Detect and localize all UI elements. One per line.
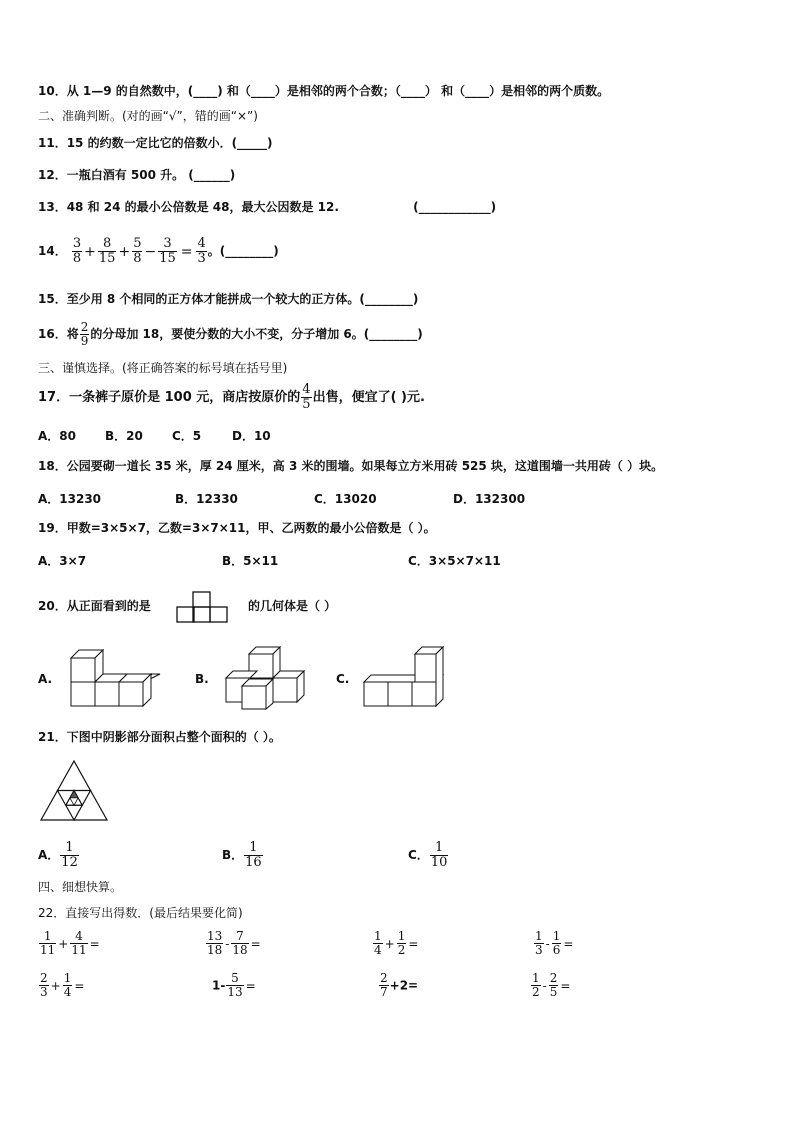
- calc-item: 1- $\frac{5}{13}$ =: [212, 971, 256, 999]
- section-2-heading: 二、准确判断。(对的画“√”，错的画“×”): [38, 109, 258, 123]
- option-c: C． $\frac{1}{10}$: [408, 840, 448, 870]
- section-4-heading: 四、细想快算。: [38, 880, 123, 894]
- fraction: $\frac{8}{15}$: [98, 236, 116, 266]
- question-16-post: 的分母加 18，要使分数的大小不变，分子增加 6。(________): [90, 327, 423, 341]
- fraction: $\frac{3}{15}$: [159, 236, 176, 266]
- fraction: $\frac{1}{10}$: [430, 840, 448, 870]
- question-19: 19．甲数=3×5×7，乙数=3×7×11，甲、乙两数的最小公倍数是（ ）。: [38, 521, 436, 535]
- cube-figure-c: [363, 646, 445, 708]
- question-13: [38, 199, 496, 215]
- question-15: 15．至少用 8 个相同的正方体才能拼成一个较大的正方体。(________): [38, 292, 419, 306]
- fraction: $\frac{1}{16}$: [245, 840, 262, 870]
- question-20-post: 的几何体是（ ）: [248, 599, 337, 613]
- option-b: B．5×11: [222, 554, 279, 568]
- question-20-pre: 20．从正面看到的是: [38, 599, 151, 613]
- question-16: [38, 318, 423, 350]
- question-13-text: 13．48 和 24 的最小公倍数是 48，最大公因数是 12.: [38, 200, 339, 214]
- question-13-blank: (____________): [413, 200, 497, 214]
- cube-figure-a: [70, 648, 162, 708]
- calc-item: $\frac{2}{7}$ +2=: [380, 971, 419, 999]
- option-b: B．20: [105, 429, 143, 443]
- option-d: D．132300: [453, 492, 526, 506]
- question-17-pre: 17．一条裤子原价是 100 元，商店按原价的: [38, 390, 301, 405]
- option-a: A． $\frac{1}{12}$: [38, 840, 78, 870]
- option-c: C．3×5×7×11: [408, 554, 501, 568]
- option-b: B．12330: [175, 492, 238, 506]
- section-3-heading: 三、谨慎选择。(将正确答案的标号填在括号里): [38, 361, 288, 375]
- question-16-pre: 16．将: [38, 327, 79, 341]
- question-14-blank: 。(________): [207, 244, 279, 258]
- option-b: B.: [195, 672, 209, 686]
- question-12: 12．一瓶白酒有 500 升。 (______): [38, 168, 236, 182]
- shaded-triangle: [70, 791, 78, 798]
- option-a: A.: [38, 672, 53, 686]
- cube-figure-b: [225, 646, 305, 710]
- fraction: $\frac{5}{8}$: [133, 236, 142, 266]
- question-17-post: 出售，便宜了( )元.: [312, 390, 425, 405]
- fraction: $\frac{1}{12}$: [61, 840, 78, 870]
- question-21: 21．下图中阴影部分面积占整个面积的（ ）。: [38, 730, 281, 744]
- option-a: A．80: [38, 429, 76, 443]
- triangle-figure: [40, 760, 108, 822]
- fraction: $\frac{2}{9}$: [80, 320, 89, 348]
- option-b: B． $\frac{1}{16}$: [222, 840, 262, 870]
- option-d: D．10: [232, 429, 271, 443]
- question-17: [38, 380, 425, 416]
- question-18: 18．公园要砌一道长 35 米，厚 24 厘米，高 3 米的围墙。如果每立方米用砖 525 块，这道围墙一共用砖（ ）块。: [38, 459, 664, 473]
- option-c: C．13020: [314, 492, 377, 506]
- calc-item: $\frac{13}{18}$ - $\frac{7}{18}$ =: [207, 929, 261, 957]
- option-c: C.: [336, 672, 350, 686]
- front-view-figure: [176, 591, 228, 623]
- question-10: 10．从 1—9 的自然数中，(____) 和（____）是相邻的两个合数；（____） 和（____）是相邻的两个质数。: [38, 84, 610, 98]
- fraction: $\frac{4}{3}$: [197, 236, 206, 266]
- question-11: 11．15 的约数一定比它的倍数小．(_____): [38, 136, 273, 150]
- question-14-number: 14．: [38, 244, 67, 258]
- fraction: $\frac{4}{5}$: [302, 382, 311, 412]
- calc-item: $\frac{1}{11}$ + $\frac{4}{11}$ =: [40, 929, 100, 957]
- calc-item: $\frac{1}{3}$ - $\frac{1}{6}$ =: [535, 929, 574, 957]
- question-14: 14． $\frac{3}{8}$ + $\frac{8}{15}$ + $\frac{5}{8}$ − $\frac{3}{15}$ = $\frac{4}{3}$ 。(________): [38, 236, 279, 266]
- calc-item: $\frac{1}{4}$ + $\frac{1}{2}$ =: [374, 929, 419, 957]
- fraction: $\frac{3}{8}$: [72, 236, 82, 266]
- calc-item: $\frac{1}{2}$ - $\frac{2}{5}$ =: [532, 971, 571, 999]
- question-22: 22．直接写出得数．(最后结果要化简): [38, 906, 243, 920]
- calc-item: $\frac{2}{3}$ + $\frac{1}{4}$ =: [40, 971, 85, 999]
- option-a: A．13230: [38, 492, 102, 506]
- option-a: A．3×7: [38, 554, 87, 568]
- option-c: C．5: [172, 429, 202, 443]
